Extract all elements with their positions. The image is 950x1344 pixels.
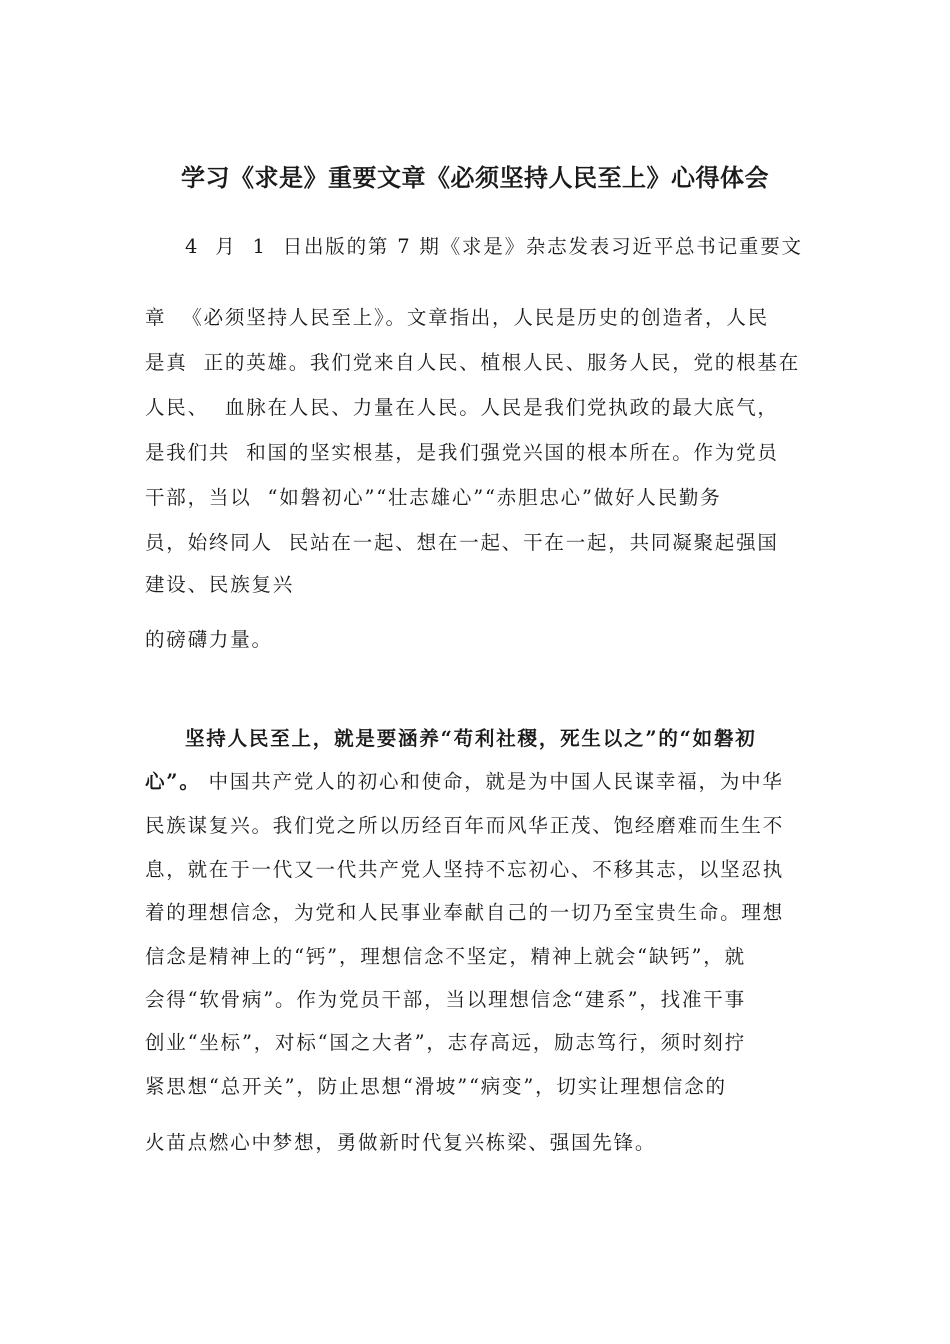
paragraph-1-line: 章 《必须坚持人民至上》。文章指出，人民是历史的创造者，人民 [145,306,769,329]
paragraph-2-line: 创业“坐标”，对标“国之大者”，志存高远，励志笃行，须时刻拧 [145,1031,746,1054]
paragraph-2-line: 会得“软骨病”。作为党员干部，当以理想信念“建系”，找准干事 [145,988,746,1011]
paragraph-1-line: 是我们共 和国的坚实根基，是我们强党兴国的根本所在。作为党员 [145,441,779,464]
paragraph-1-line: 是真 正的英雄。我们党来自人民、植根人民、服务人民，党的根基在 [145,351,800,374]
paragraph-1-line: 人民、 血脉在人民、力量在人民。人民是我们党执政的最大底气， [145,396,779,419]
paragraph-2-lead-end: 心”。 [145,770,201,793]
paragraph-1-line: 建设、民族复兴 [145,573,295,596]
paragraph-2-line: 火苗点燃心中梦想，勇做新时代复兴栋梁、强国先锋。 [145,1131,657,1154]
paragraph-2-line: 民族谋复兴。我们党之所以历经百年而风华正茂、饱经磨难而生生不 [145,814,785,837]
paragraph-2-lead: 坚持人民至上，就是要涵养“苟利社稷，死生以之”的“如磐初 [185,727,757,750]
paragraph-2-line: 信念是精神上的“钙”，理想信念不坚定，精神上就会“缺钙”，就 [145,945,746,968]
paragraph-1-line: 的磅礴力量。 [145,628,273,651]
paragraph-1-line: 4 月 1 日出版的第 7 期《求是》杂志发表习近平总书记重要文 [185,235,803,258]
paragraph-2-line-rest: 中国共产党人的初心和使命，就是为中国人民谋幸福，为中华 [200,770,784,793]
paragraph-2-line: 息，就在于一代又一代共产党人坚持不忘初心、不移其志，以坚忍执 [145,858,785,881]
paragraph-2-line: 着的理想信念，为党和人民事业奉献自己的一切乃至宝贵生命。理想 [145,901,785,924]
document-title: 学习《求是》重要文章《必须坚持人民至上》心得体会 [181,163,769,192]
paragraph-1-line: 干部，当以 “如磐初心”“壮志雄心”“赤胆忠心”做好人民勤务 [145,486,722,509]
paragraph-2-line: 紧思想“总开关”，防止思想“滑坡”“病变”，切实让理想信念的 [145,1075,727,1098]
paragraph-2-line [145,768,784,796]
paragraph-1-line: 员，始终同人 民站在一起、想在一起、干在一起，共同凝聚起强国 [145,531,779,554]
